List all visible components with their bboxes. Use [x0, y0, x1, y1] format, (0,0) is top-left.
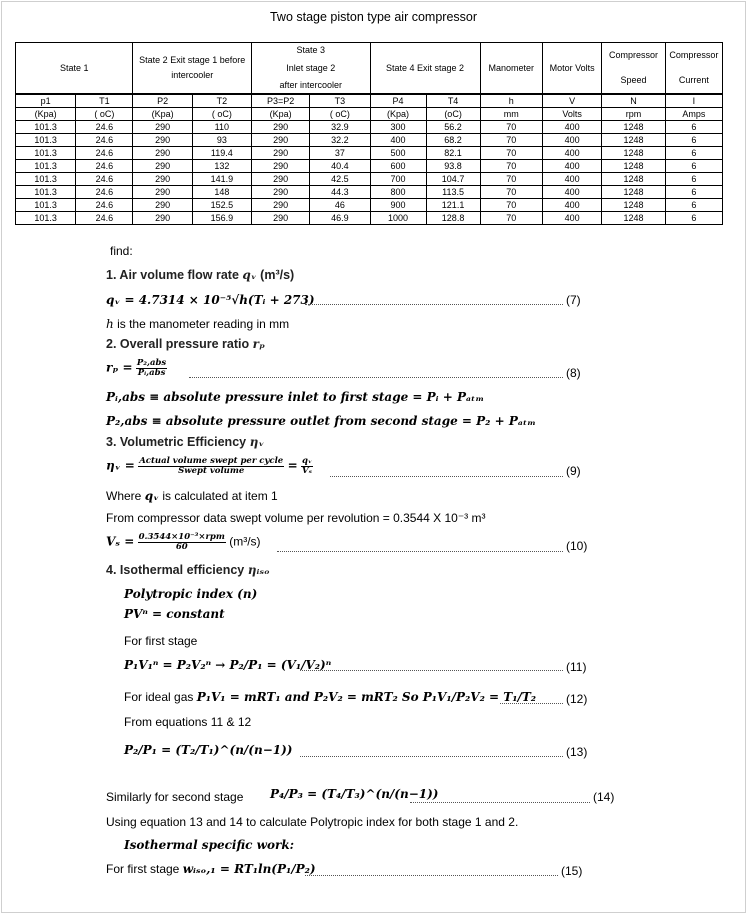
table-row — [16, 160, 723, 173]
equation-13: P₂/P₁ = (T₂/T₁)^(n/(n−1)) — [124, 743, 293, 757]
eq8-numerator: P₂,abs — [136, 358, 167, 368]
header-compressor-speed-top: Compressor — [609, 50, 659, 60]
symbols-row — [16, 94, 723, 108]
table-cell: 70 — [480, 160, 542, 173]
table-cell: 1248 — [602, 121, 666, 134]
table-cell: 290 — [133, 212, 192, 225]
eq9-number: (9) — [566, 464, 581, 478]
table-cell: 400 — [543, 147, 602, 160]
table-row — [16, 212, 723, 225]
where-symbol: qᵥ — [144, 489, 159, 503]
equation-7: qᵥ = 4.7314 × 10⁻⁵√h(Tᵢ + 273) — [106, 293, 315, 307]
table-cell: 400 — [543, 173, 602, 186]
column-symbol: p1 — [16, 94, 76, 108]
column-unit: ( oC) — [76, 108, 133, 121]
table-cell: 70 — [480, 173, 542, 186]
equation-11: P₁V₁ⁿ = P₂V₂ⁿ → P₂/P₁ = (V₁/V₂)ⁿ — [124, 658, 332, 672]
column-symbol: V — [543, 94, 602, 108]
column-unit: Volts — [543, 108, 602, 121]
table-cell: 82.1 — [426, 147, 480, 160]
table-cell: 290 — [133, 134, 192, 147]
column-unit: (Kpa) — [251, 108, 309, 121]
table-cell: 6 — [665, 199, 722, 212]
column-symbol: P3=P2 — [251, 94, 309, 108]
eq9-leader — [330, 476, 563, 477]
table-cell: 70 — [480, 212, 542, 225]
eq10-lhs: Vₛ = — [106, 534, 135, 549]
table-row — [16, 121, 723, 134]
column-symbol: P4 — [370, 94, 426, 108]
column-unit: ( oC) — [192, 108, 251, 121]
column-unit: (Kpa) — [370, 108, 426, 121]
eq9-equals: = — [287, 458, 298, 473]
table-cell: 6 — [665, 147, 722, 160]
table-row — [16, 173, 723, 186]
eq12-leader — [500, 703, 563, 704]
table-cell: 400 — [543, 199, 602, 212]
table-cell: 290 — [133, 160, 192, 173]
eq7-leader — [305, 304, 563, 305]
column-symbol: T3 — [310, 94, 370, 108]
table-cell: 101.3 — [16, 121, 76, 134]
table-cell: 290 — [133, 199, 192, 212]
table-cell: 400 — [543, 160, 602, 173]
eq10-numerator: 0.3544×10⁻³×rpm — [138, 532, 225, 542]
table-cell: 24.6 — [76, 134, 133, 147]
table-cell: 290 — [133, 147, 192, 160]
eq14-leader — [410, 802, 590, 803]
ideal-gas-line — [124, 690, 536, 704]
using-equations-text: Using equation 13 and 14 to calculate Polytropic index for both stage 1 and 2. — [106, 815, 519, 829]
table-cell: 400 — [543, 121, 602, 134]
column-unit: (oC) — [426, 108, 480, 121]
item3-heading — [106, 435, 264, 449]
item4-heading — [106, 563, 270, 577]
table-cell: 290 — [251, 121, 309, 134]
header-state-1: State 1 — [16, 43, 133, 95]
table-cell: 32.2 — [310, 134, 370, 147]
units-row — [16, 108, 723, 121]
eq8-lhs: rₚ = — [106, 360, 133, 375]
eq11-number: (11) — [566, 660, 587, 674]
eq7-number: (7) — [566, 293, 581, 307]
table-cell: 24.6 — [76, 160, 133, 173]
table-cell: 121.1 — [426, 199, 480, 212]
swept-volume-text: From compressor data swept volume per revolution = 0.3544 X 10⁻³ m³ — [106, 511, 486, 525]
def-p1-abs: Pᵢ,abs ≡ absolute pressure inlet to first stage = Pᵢ + Pₐₜₘ — [106, 390, 485, 404]
header-compressor-speed — [602, 43, 666, 95]
header-state-3-line2: Inlet stage 2 — [286, 62, 336, 73]
eq9-lhs: ηᵥ = — [106, 458, 135, 473]
eq8-denominator: Pᵢ,abs — [137, 368, 166, 378]
table-cell: 1248 — [602, 134, 666, 147]
table-cell: 93 — [192, 134, 251, 147]
first-stage-label: For first stage — [124, 634, 198, 648]
header-motor: Motor Volts — [543, 43, 602, 95]
table-cell: 156.9 — [192, 212, 251, 225]
eq8-number: (8) — [566, 366, 581, 380]
eq10-fraction — [138, 533, 226, 552]
where-pre: Where — [106, 489, 145, 503]
column-unit: Amps — [665, 108, 722, 121]
table-cell: 6 — [665, 173, 722, 186]
table-cell: 101.3 — [16, 212, 76, 225]
table-cell: 101.3 — [16, 173, 76, 186]
table-row — [16, 134, 723, 147]
page-title: Two stage piston type air compressor — [269, 10, 478, 24]
item1-heading-text: 1. Air volume flow rate — [106, 268, 239, 282]
eq9-numerator: Actual volume swept per cycle — [139, 456, 284, 466]
table-cell: 104.7 — [426, 173, 480, 186]
item1-note — [106, 317, 289, 331]
table-cell: 148 — [192, 186, 251, 199]
table-cell: 44.3 — [310, 186, 370, 199]
table-cell: 6 — [665, 134, 722, 147]
table-cell: 46.9 — [310, 212, 370, 225]
header-compressor-current-bottom: Current — [678, 75, 709, 85]
table-cell: 6 — [665, 160, 722, 173]
header-state-3-line1: State 3 — [296, 45, 325, 55]
item1-heading — [106, 268, 294, 282]
eq13-leader — [300, 756, 563, 757]
column-symbol: T2 — [192, 94, 251, 108]
column-symbol: T1 — [76, 94, 133, 108]
table-cell: 1248 — [602, 173, 666, 186]
table-cell: 32.9 — [310, 121, 370, 134]
pvn-constant: PVⁿ = constant — [124, 607, 225, 621]
find-label: find: — [110, 244, 133, 258]
item4-heading-text: 4. Isothermal efficiency — [106, 563, 245, 577]
table-cell: 24.6 — [76, 212, 133, 225]
eq10-leader — [277, 551, 563, 552]
first-stage-work-line — [106, 862, 316, 876]
table-cell: 1248 — [602, 212, 666, 225]
table-cell: 68.2 — [426, 134, 480, 147]
where-post: is calculated at item 1 — [158, 489, 278, 503]
similarly-label: Similarly for second stage — [106, 790, 244, 804]
header-state-2: State 2 Exit stage 1 before intercooler — [133, 43, 252, 95]
table-cell: 400 — [543, 134, 602, 147]
column-unit: (Kpa) — [133, 108, 192, 121]
table-cell: 152.5 — [192, 199, 251, 212]
eq8-fraction — [136, 359, 167, 378]
column-symbol: P2 — [133, 94, 192, 108]
table-row — [16, 147, 723, 160]
table-cell: 24.6 — [76, 147, 133, 160]
table-cell: 290 — [251, 173, 309, 186]
table-cell: 40.4 — [310, 160, 370, 173]
table-cell: 101.3 — [16, 186, 76, 199]
eq15-leader — [305, 875, 558, 876]
table-cell: 290 — [133, 186, 192, 199]
item1-heading-unit: (m³/s) — [260, 268, 295, 282]
eq9-denominator-2: Vₛ — [302, 466, 312, 476]
table-cell: 290 — [251, 160, 309, 173]
table-cell: 70 — [480, 147, 542, 160]
first-stage-work-pre: For first stage — [106, 862, 183, 876]
table-cell: 900 — [370, 199, 426, 212]
header-state-3-line3: after intercooler — [279, 80, 342, 90]
table-cell: 70 — [480, 199, 542, 212]
table-cell: 113.5 — [426, 186, 480, 199]
equation-9 — [106, 457, 313, 476]
header-manometer: Manometer — [480, 43, 542, 95]
table-cell: 1000 — [370, 212, 426, 225]
table-cell: 1248 — [602, 160, 666, 173]
eq9-numerator-2: qᵥ — [301, 456, 313, 466]
item2-heading — [106, 337, 265, 351]
table-cell: 70 — [480, 121, 542, 134]
table-cell: 46 — [310, 199, 370, 212]
equation-14: P₄/P₃ = (T₄/T₃)^(n/(n−1)) — [270, 787, 439, 801]
table-body — [16, 121, 723, 225]
from-equations-text: From equations 11 & 12 — [124, 715, 252, 729]
equation-10 — [106, 533, 261, 552]
table-cell: 1248 — [602, 186, 666, 199]
item1-heading-symbol: qᵥ — [242, 268, 257, 282]
eq10-unit: (m³/s) — [229, 534, 261, 549]
column-symbol: N — [602, 94, 666, 108]
item2-heading-text: 2. Overall pressure ratio — [106, 337, 250, 351]
eq8-leader — [189, 377, 563, 378]
eq9-fraction-words — [138, 457, 284, 476]
ideal-gas-pre: For ideal gas — [124, 690, 197, 704]
table-cell: 70 — [480, 186, 542, 199]
table-cell: 42.5 — [310, 173, 370, 186]
table-cell: 500 — [370, 147, 426, 160]
table-cell: 290 — [251, 147, 309, 160]
table-cell: 400 — [543, 186, 602, 199]
table-cell: 1248 — [602, 199, 666, 212]
polytropic-index-label: Polytropic index (n) — [124, 587, 258, 601]
header-state-4: State 4 Exit stage 2 — [370, 43, 480, 95]
table-cell: 128.8 — [426, 212, 480, 225]
header-compressor-speed-bottom: Speed — [620, 75, 647, 85]
eq10-denominator: 60 — [175, 542, 188, 552]
table-cell: 141.9 — [192, 173, 251, 186]
table-cell: 400 — [370, 134, 426, 147]
table-cell: 6 — [665, 186, 722, 199]
header-compressor-current — [665, 43, 722, 95]
table-row — [16, 199, 723, 212]
table-cell: 93.8 — [426, 160, 480, 173]
item4-heading-symbol: ηᵢₛₒ — [247, 563, 270, 577]
eq14-number: (14) — [593, 790, 615, 804]
where-qv-note — [106, 489, 278, 503]
isothermal-work-label: Isothermal specific work: — [124, 838, 295, 852]
table-cell: 290 — [251, 134, 309, 147]
table-cell: 290 — [251, 186, 309, 199]
column-symbol: T4 — [426, 94, 480, 108]
eq9-denominator: Swept volume — [178, 466, 245, 476]
table-cell: 600 — [370, 160, 426, 173]
table-row — [16, 186, 723, 199]
table-cell: 290 — [251, 199, 309, 212]
table-cell: 56.2 — [426, 121, 480, 134]
table-cell: 24.6 — [76, 199, 133, 212]
eq12-number: (12) — [566, 692, 588, 706]
table-cell: 700 — [370, 173, 426, 186]
table-cell: 290 — [133, 173, 192, 186]
header-state-3 — [251, 43, 370, 95]
table-cell: 290 — [251, 212, 309, 225]
table-cell: 800 — [370, 186, 426, 199]
eq15-number: (15) — [561, 864, 583, 878]
equation-15: wᵢₛₒ,₁ = RT₁ln(P₁/P₂) — [182, 862, 316, 876]
table-cell: 300 — [370, 121, 426, 134]
table-cell: 1248 — [602, 147, 666, 160]
table-cell: 70 — [480, 134, 542, 147]
column-symbol: h — [480, 94, 542, 108]
item2-heading-symbol: rₚ — [252, 337, 265, 351]
eq13-number: (13) — [566, 745, 588, 759]
table-cell: 110 — [192, 121, 251, 134]
group-header-row — [16, 43, 723, 95]
equation-12: P₁V₁ = mRT₁ and P₂V₂ = mRT₂ So P₁V₁/P₂V₂ = T₁/T₂ — [196, 690, 537, 704]
table-cell: 290 — [133, 121, 192, 134]
table-cell: 24.6 — [76, 173, 133, 186]
table-cell: 132 — [192, 160, 251, 173]
column-unit: rpm — [602, 108, 666, 121]
column-unit: (Kpa) — [16, 108, 76, 121]
header-compressor-current-top: Compressor — [669, 50, 719, 60]
table-cell: 101.3 — [16, 160, 76, 173]
item3-heading-symbol: ηᵥ — [249, 435, 265, 449]
table-cell: 6 — [665, 212, 722, 225]
table-cell: 119.4 — [192, 147, 251, 160]
item1-note-symbol: h — [106, 317, 114, 331]
data-table — [15, 42, 723, 225]
table-cell: 400 — [543, 212, 602, 225]
table-cell: 6 — [665, 121, 722, 134]
equation-8 — [106, 359, 167, 378]
eq10-number: (10) — [566, 539, 588, 553]
def-p2-abs: P₂,abs ≡ absolute pressure outlet from second stage = P₂ + Pₐₜₘ — [106, 414, 536, 428]
table-cell: 101.3 — [16, 199, 76, 212]
column-unit: mm — [480, 108, 542, 121]
item3-heading-text: 3. Volumetric Efficiency — [106, 435, 247, 449]
table-cell: 37 — [310, 147, 370, 160]
item1-note-text: is the manometer reading in mm — [113, 317, 290, 331]
eq9-fraction-symbols — [301, 457, 313, 476]
table-cell: 24.6 — [76, 186, 133, 199]
column-unit: ( oC) — [310, 108, 370, 121]
table-cell: 101.3 — [16, 134, 76, 147]
column-symbol: I — [665, 94, 722, 108]
table-cell: 101.3 — [16, 147, 76, 160]
eq11-leader — [300, 670, 563, 671]
table-cell: 24.6 — [76, 121, 133, 134]
